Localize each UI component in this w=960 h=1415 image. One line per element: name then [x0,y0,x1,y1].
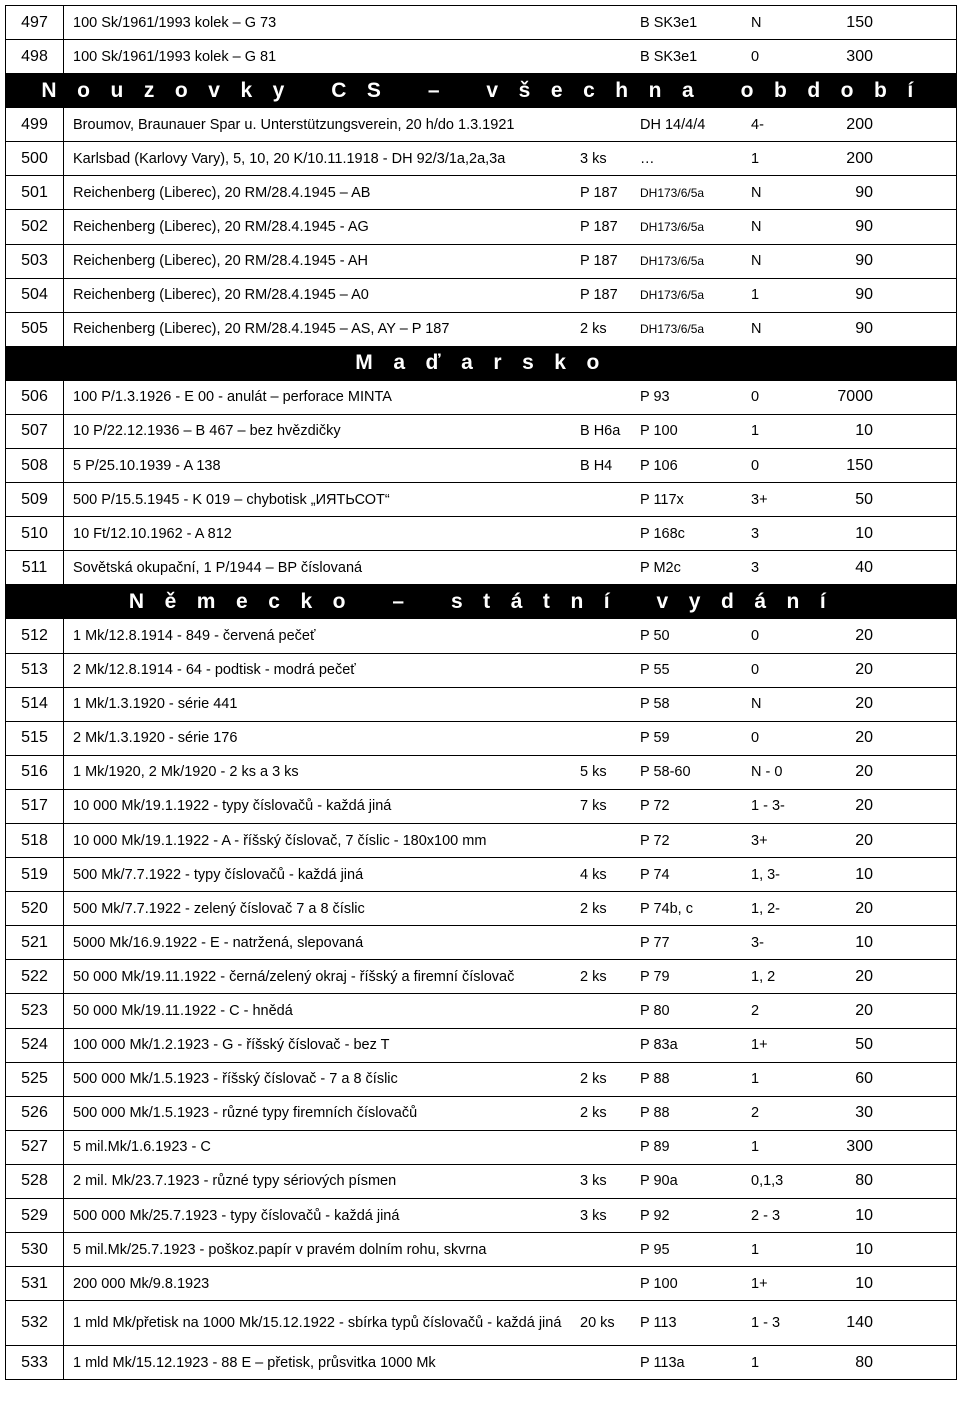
section-title: M a ď a r s k o [355,351,607,375]
table-row [5,415,957,449]
item-catalog-ref: P 50 [640,627,670,644]
table-row [5,1267,957,1301]
item-price: 10 [855,524,873,542]
item-number: 508 [6,449,64,482]
item-catalog-ref: P 106 [640,457,678,474]
table-row [5,790,957,824]
item-number: 499 [6,108,64,141]
item-catalog-ref: P 58 [640,696,670,713]
section-header [5,347,957,381]
item-price: 10 [855,933,873,951]
item-price: 10 [855,422,873,440]
table-row [5,210,957,244]
item-grade: 1 [751,423,760,440]
item-number: 525 [6,1063,64,1096]
table-row [5,108,957,142]
item-description: 500 000 Mk/25.7.1923 - typy číslovačů - každá jiná [73,1207,400,1224]
item-catalog-ref: P 80 [640,1002,670,1019]
item-grade: 0 [751,457,760,474]
item-catalog-ref: B SK3e1 [640,14,698,31]
item-description: 5 mil.Mk/1.6.1923 - C [73,1139,211,1156]
item-price: 300 [846,1138,873,1156]
item-number: 521 [6,926,64,959]
item-grade: N - 0 [751,764,783,781]
item-price: 20 [855,831,873,849]
item-price: 20 [855,797,873,815]
item-number: 519 [6,858,64,891]
item-catalog-ref: P 58-60 [640,764,691,781]
table-row [5,654,957,688]
item-description: 2 Mk/1.3.1920 - série 176 [73,730,238,747]
item-price: 20 [855,899,873,917]
section-title: N ě m e c k o – s t á t n í v y d á n í [128,589,834,613]
item-number: 512 [6,619,64,652]
item-catalog-ref: P 59 [640,730,670,747]
item-catalog-ref: P 117x [640,491,684,508]
item-catalog-ref: P 113a [640,1354,685,1371]
item-catalog-ref: P 74b, c [640,900,693,917]
item-catalog-ref: DH173/6/5a [640,288,705,303]
item-quantity: 2 ks [580,900,607,917]
item-grade: N [751,184,762,201]
item-description: 500 000 Mk/1.5.1923 - různé typy firemních číslovačů [73,1105,418,1122]
item-catalog-ref: DH173/6/5a [640,322,705,337]
item-catalog-ref: DH173/6/5a [640,220,705,235]
table-row [5,824,957,858]
section-header [5,74,957,108]
item-grade: 1 [751,150,760,167]
item-catalog-ref: P M2c [640,559,681,576]
item-catalog-ref: P 88 [640,1071,670,1088]
item-quantity: 3 ks [580,1173,607,1190]
item-price: 90 [855,183,873,201]
item-number: 531 [6,1267,64,1300]
item-number: 501 [6,176,64,209]
item-grade: 3 [751,559,760,576]
item-number: 502 [6,210,64,243]
item-number: 518 [6,824,64,857]
item-catalog-ref: P 100 [640,423,678,440]
item-description: Broumov, Braunauer Spar u. Unterstützungsverein, 20 h/do 1.3.1921 [73,116,515,133]
item-catalog-ref: … [640,150,655,167]
section-title: N o u z o v k y C S – v š e c h n a o b d o b í [41,78,921,102]
item-catalog-ref: P 168c [640,525,685,542]
item-catalog-ref: P 79 [640,968,670,985]
item-price: 90 [855,252,873,270]
item-description: 1 Mk/1920, 2 Mk/1920 - 2 ks a 3 ks [73,764,299,781]
item-price: 90 [855,320,873,338]
item-price: 200 [846,149,873,167]
item-description: 1 mld Mk/přetisk na 1000 Mk/15.12.1922 - sbírka typů číslovačů - každá jiná [73,1315,562,1332]
item-number: 497 [6,6,64,39]
table-row [5,1097,957,1131]
item-grade: N [751,321,762,338]
table-row [5,1301,957,1346]
item-number: 516 [6,756,64,789]
item-description: 10 000 Mk/19.1.1922 - typy číslovačů - každá jiná [73,798,392,815]
item-price: 90 [855,218,873,236]
item-number: 507 [6,415,64,448]
item-description: 2 Mk/12.8.1914 - 64 - podtisk - modrá pečeť [73,662,356,679]
item-catalog-ref: P 89 [640,1139,670,1156]
item-grade: N [751,253,762,270]
item-grade: 1, 3- [751,866,781,883]
item-quantity: 3 ks [580,1207,607,1224]
item-grade: 2 - 3 [751,1207,781,1224]
item-description: 50 000 Mk/19.11.1922 - černá/zelený okraj - říšský a firemní číslovač [73,968,515,985]
item-catalog-ref: DH173/6/5a [640,185,705,200]
item-grade: N [751,696,762,713]
item-description: 500 Mk/7.7.1922 - zelený číslovač 7 a 8 číslic [73,900,365,917]
item-grade: 3+ [751,491,768,508]
table-row [5,381,957,415]
item-price: 80 [855,1172,873,1190]
item-quantity: B H6a [580,423,621,440]
item-grade: 1 - 3- [751,798,785,815]
item-grade: 1 [751,1354,760,1371]
item-price: 60 [855,1070,873,1088]
item-description: Reichenberg (Liberec), 20 RM/28.4.1945 - AG [73,219,369,236]
item-description: 50 000 Mk/19.11.1922 - C - hnědá [73,1002,293,1019]
item-catalog-ref: P 55 [640,662,670,679]
table-row [5,245,957,279]
item-price: 20 [855,661,873,679]
item-price: 40 [855,558,873,576]
item-number: 522 [6,960,64,993]
item-price: 20 [855,763,873,781]
item-grade: 1 - 3 [751,1315,781,1332]
item-number: 523 [6,994,64,1027]
item-price: 150 [846,456,873,474]
item-price: 80 [855,1353,873,1371]
item-description: 500 P/15.5.1945 - K 019 – chybotisk „ИЯТЬСОТ“ [73,491,390,508]
item-grade: 0 [751,627,760,644]
table-row [5,1063,957,1097]
item-number: 527 [6,1131,64,1164]
table-row [5,176,957,210]
table-row [5,1199,957,1233]
table-row [5,1029,957,1063]
table-row [5,1346,957,1380]
table-row [5,313,957,347]
table-row [5,756,957,790]
table-row [5,858,957,892]
item-catalog-ref: P 77 [640,934,670,951]
item-grade: 1 [751,287,760,304]
item-catalog-ref: P 88 [640,1105,670,1122]
item-quantity: P 187 [580,184,618,201]
item-catalog-ref: P 72 [640,832,670,849]
item-description: 10 Ft/12.10.1962 - A 812 [73,525,232,542]
item-grade: 0 [751,389,760,406]
table-row [5,517,957,551]
item-number: 514 [6,688,64,721]
item-number: 526 [6,1097,64,1130]
item-description: 500 000 Mk/1.5.1923 - říšský číslovač - 7 a 8 číslic [73,1071,398,1088]
item-description: 10 000 Mk/19.1.1922 - A - říšský číslovač, 7 číslic - 180x100 mm [73,832,487,849]
item-number: 529 [6,1199,64,1232]
item-catalog-ref: B SK3e1 [640,48,698,65]
item-quantity: 3 ks [580,150,607,167]
item-number: 530 [6,1233,64,1266]
item-catalog-ref: P 74 [640,866,670,883]
table-row [5,1131,957,1165]
item-description: 1 Mk/12.8.1914 - 849 - červená pečeť [73,627,316,644]
table-row [5,926,957,960]
item-price: 50 [855,490,873,508]
item-number: 520 [6,892,64,925]
item-number: 503 [6,245,64,278]
table-row [5,483,957,517]
item-price: 10 [855,1274,873,1292]
table-row [5,40,957,74]
item-catalog-ref: DH 14/4/4 [640,116,706,133]
item-description: 1 Mk/1.3.1920 - série 441 [73,696,238,713]
item-quantity: 2 ks [580,1071,607,1088]
price-list-table [5,5,957,1380]
item-price: 10 [855,865,873,883]
item-price: 7000 [837,388,873,406]
item-description: 10 P/22.12.1936 – B 467 – bez hvězdičky [73,423,341,440]
item-price: 20 [855,1001,873,1019]
item-grade: 1+ [751,1037,768,1054]
table-row [5,449,957,483]
item-description: 5000 Mk/16.9.1922 - E - natržená, slepovaná [73,934,364,951]
item-grade: 1 [751,1241,760,1258]
item-number: 506 [6,381,64,414]
item-description: Reichenberg (Liberec), 20 RM/28.4.1945 – A0 [73,287,369,304]
item-description: 5 mil.Mk/25.7.1923 - poškoz.papír v pravém dolním rohu, skvrna [73,1241,487,1258]
item-quantity: 5 ks [580,764,607,781]
item-price: 50 [855,1036,873,1054]
item-number: 532 [6,1301,64,1345]
item-number: 524 [6,1029,64,1062]
item-number: 533 [6,1346,64,1379]
item-quantity: 4 ks [580,866,607,883]
item-catalog-ref: P 92 [640,1207,670,1224]
item-grade: 1+ [751,1275,768,1292]
item-catalog-ref: P 83a [640,1037,678,1054]
item-price: 140 [846,1314,873,1332]
item-number: 498 [6,40,64,73]
item-grade: 1, 2 [751,968,776,985]
table-row [5,1165,957,1199]
item-number: 500 [6,142,64,175]
item-price: 10 [855,1206,873,1224]
item-quantity: 7 ks [580,798,607,815]
item-grade: 0 [751,662,760,679]
item-grade: 1, 2- [751,900,781,917]
item-catalog-ref: P 100 [640,1275,678,1292]
item-number: 513 [6,654,64,687]
item-price: 200 [846,115,873,133]
item-quantity: 20 ks [580,1315,615,1332]
item-description: Reichenberg (Liberec), 20 RM/28.4.1945 – AB [73,184,371,201]
item-price: 20 [855,729,873,747]
item-number: 515 [6,722,64,755]
table-row [5,960,957,994]
item-price: 20 [855,626,873,644]
item-description: 200 000 Mk/9.8.1923 [73,1275,210,1292]
item-quantity: 2 ks [580,968,607,985]
item-grade: 1 [751,1071,760,1088]
item-grade: 3+ [751,832,768,849]
item-number: 505 [6,313,64,346]
section-header [5,585,957,619]
item-price: 150 [846,13,873,31]
item-number: 517 [6,790,64,823]
item-quantity: 2 ks [580,321,607,338]
item-grade: 0 [751,730,760,747]
item-price: 300 [846,47,873,65]
item-quantity: P 187 [580,287,618,304]
item-grade: 4- [751,116,764,133]
table-row [5,619,957,653]
item-grade: 0,1,3 [751,1173,784,1190]
item-description: 100 000 Mk/1.2.1923 - G - říšský číslovač - bez T [73,1037,390,1054]
item-quantity: P 187 [580,253,618,270]
item-grade: N [751,14,762,31]
item-catalog-ref: P 72 [640,798,670,815]
item-grade: 1 [751,1139,760,1156]
item-price: 20 [855,967,873,985]
item-description: Reichenberg (Liberec), 20 RM/28.4.1945 - AH [73,253,368,270]
table-row [5,1233,957,1267]
item-grade: N [751,219,762,236]
item-catalog-ref: P 93 [640,389,670,406]
item-number: 509 [6,483,64,516]
table-row [5,688,957,722]
item-number: 510 [6,517,64,550]
item-grade: 0 [751,48,760,65]
item-description: Sovětská okupační, 1 P/1944 – BP číslovaná [73,559,363,576]
table-row [5,279,957,313]
item-number: 511 [6,551,64,584]
item-price: 20 [855,695,873,713]
item-grade: 3 [751,525,760,542]
item-grade: 2 [751,1105,760,1122]
item-grade: 3- [751,934,764,951]
table-row [5,994,957,1028]
item-price: 30 [855,1104,873,1122]
item-price: 10 [855,1240,873,1258]
item-price: 90 [855,286,873,304]
table-row [5,142,957,176]
item-description: Reichenberg (Liberec), 20 RM/28.4.1945 – AS, AY – P 187 [73,321,450,338]
item-description: Karlsbad (Karlovy Vary), 5, 10, 20 K/10.11.1918 - DH 92/3/1a,2a,3a [73,150,506,167]
item-description: 100 Sk/1961/1993 kolek – G 81 [73,48,277,65]
item-grade: 2 [751,1002,760,1019]
item-description: 2 mil. Mk/23.7.1923 - různé typy sériových písmen [73,1173,397,1190]
item-description: 1 mld Mk/15.12.1923 - 88 E – přetisk, průsvitka 1000 Mk [73,1354,436,1371]
item-catalog-ref: DH173/6/5a [640,254,705,269]
item-description: 100 P/1.3.1926 - E 00 - anulát – perforace MINTA [73,389,392,406]
item-quantity: B H4 [580,457,613,474]
table-row [5,6,957,40]
item-number: 504 [6,279,64,312]
item-quantity: 2 ks [580,1105,607,1122]
item-catalog-ref: P 95 [640,1241,670,1258]
table-row [5,892,957,926]
table-row [5,722,957,756]
table-row [5,551,957,585]
item-description: 500 Mk/7.7.1922 - typy číslovačů - každá jiná [73,866,364,883]
item-quantity: P 187 [580,219,618,236]
item-catalog-ref: P 90a [640,1173,678,1190]
item-number: 528 [6,1165,64,1198]
item-catalog-ref: P 113 [640,1315,677,1332]
item-description: 100 Sk/1961/1993 kolek – G 73 [73,14,277,31]
item-description: 5 P/25.10.1939 - A 138 [73,457,221,474]
